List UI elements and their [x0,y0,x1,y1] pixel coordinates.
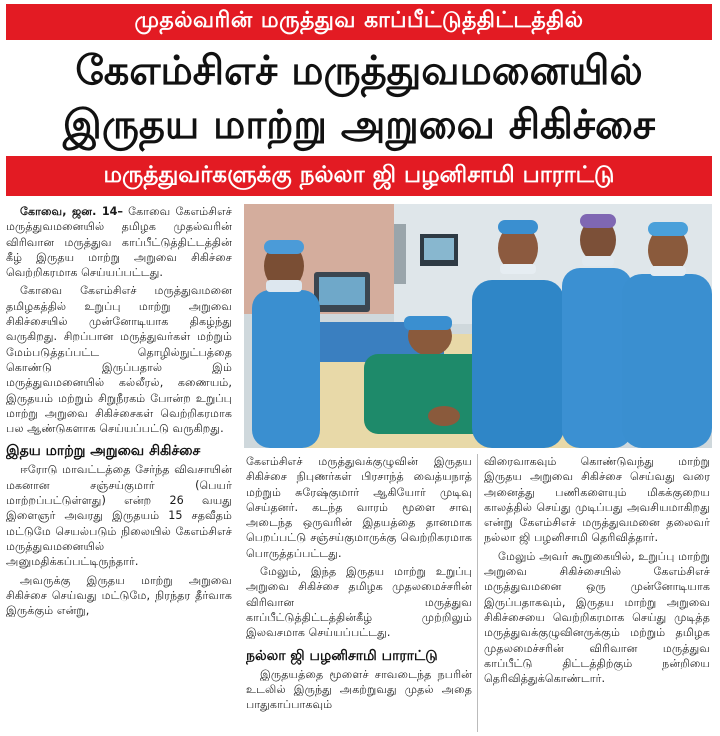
headline-line-1: கேஎம்சிஎச் மருத்துவமனையில் [75,48,643,94]
headline-line-2: இருதய மாற்று அறுவை சிகிச்சை [62,102,656,148]
column-divider [477,454,478,732]
article-paragraph: கோவை கேஎம்சிஎச் மருத்துவமனை தமிழகத்தில் உறுப்பு மாற்று அறுவை சிகிச்சையில் முன்னோடியாக திகழ்ந்து வருகிறது. சிறப்பான மருத்துவர்கள் மற்றும் மேம்படுத்தப்பட்ட தொழில்நுட்பத்தை கொண்டு இருப்பதால் இம் மருத்துவமனையில் கல்லீரல், கணையம், இருதயம் மற்றும் சிறுநீரகம் போன்ற உறுப்பு மாற்று அறுவை சிகிச்சைகள் வெற்றிகரமாக பல ஆண்டுகளாக செய்யப்பட்டு வருகிறது. [6,284,232,436]
article-paragraph: ஈரோடு மாவட்டத்தை சேர்ந்த விவசாயின் மகனான சஞ்சய்குமார் (பெயர் மாற்றப்பட்டுள்ளது) என்ற 26 வயது இளைஞர் அவரது இருதயம் 15 சதவீதம் மட்டுமே செயல்படும் நிலையில் கேஎம்சிஎச் மருத்துவமனையில் அனுமதிக்கப்பட்டிருந்தார். [6,463,232,569]
article-paragraph: விரைவாகவும் கொண்டுவந்து மாற்று இருதய அறுவை சிகிச்சை செய்வது வரை அனைத்து பணிகளையும் மிகக்குறைய காலத்தில் செய்து முடிப்பது அவசியமாகிறது என்று கேஎம்சிஎச் மருத்துவமனை தலைவர் நல்லா ஜி பழனிசாமி தெரிவித்தார். [484,455,710,545]
subheading-heart-transplant: இதய மாற்று அறுவை சிகிச்சை [6,443,201,460]
sub-red-banner [6,156,712,196]
dateline: கோவை, ஜன. 14– [20,205,123,218]
article-left-column [6,204,232,734]
lead-text: கோவை கேஎம்சிஎச் மருத்துவமனையில் தமிழக முதல்வரின் விரிவான மருத்துவ காப்பீட்டுத்திட்டத்தின் கீழ் இருதய மாற்று அறுவை சிகிச்சை வெற்றிகரமாக செய்யப்பட்டது. [6,205,232,280]
article-paragraph: இருதயத்தை மூளைச் சாவடைந்த நபரின் உடலில் இருந்து அகற்றுவது முதல் அதை பாதுகாப்பாகவும் [246,667,472,712]
article-paragraph: கேஎம்சிஎச் மருத்துவக்குழுவின் இருதய சிகிச்சை நிபுணர்கள் பிரசாந்த் வைத்யநாத் மற்றும் சுரேஷ்குமார் ஆகியோர் முடிவு செய்தனர். கடந்த வாரம் மூளை சாவு அடைந்த ஒருவரின் இதயத்தை தானமாக பெறப்பட்டு சஞ்சய்குமாருக்கு வெற்றிகரமாக பொருத்தப்பட்டது. [246,455,472,560]
banner-top-text: முதல்வரின் மருத்துவ காப்பீட்டுத்திட்டத்தில் [134,8,584,33]
subheading-palanisamy-praise: நல்லா ஜி பழனிசாமி பாராட்டு [246,647,438,664]
article-paragraph: மேலும் அவர் கூறுகையில், உறுப்பு மாற்று அறுவை சிகிச்சையில் கேஎம்சிஎச் மருத்துவமனை ஒரு முன்னோடியாக இருப்பதாகவும், இருதய மாற்று அறுவை சிகிச்சையை வெற்றிகரமாக செய்து முடித்த மருத்துவக்குழுவினருக்கும் மற்றும் தமிழக முதலமைச்சரின் விரிவான மருத்துவ காப்பீட்டு திட்டத்திற்கும் நன்றியை தெரிவித்துக்கொண்டார். [484,549,710,686]
article-paragraph: அவருக்கு இருதய மாற்று அறுவை சிகிச்சை செய்வது மட்டுமே, நிரந்தர தீர்வாக இருக்கும் என்று, [6,573,232,618]
doctors-patient-photo [244,204,712,448]
photo-illustration [244,204,712,448]
banner-sub-text: மருத்துவர்களுக்கு நல்லா ஜி பழனிசாமி பாராட்டு [103,161,615,188]
article-right-column [484,454,710,736]
article-paragraph: மேலும், இந்த இருதய மாற்று உறுப்பு அறுவை சிகிச்சை தமிழக முதலமைச்சரின் விரிவான மருத்துவ காப்பீட்டுத்திட்டத்தின்கீழ் முற்றிலும் இலவசமாக செய்யப்பட்டது. [246,565,472,640]
article-paragraph [6,204,232,280]
article-middle-column [246,454,472,736]
top-red-banner [6,4,712,40]
